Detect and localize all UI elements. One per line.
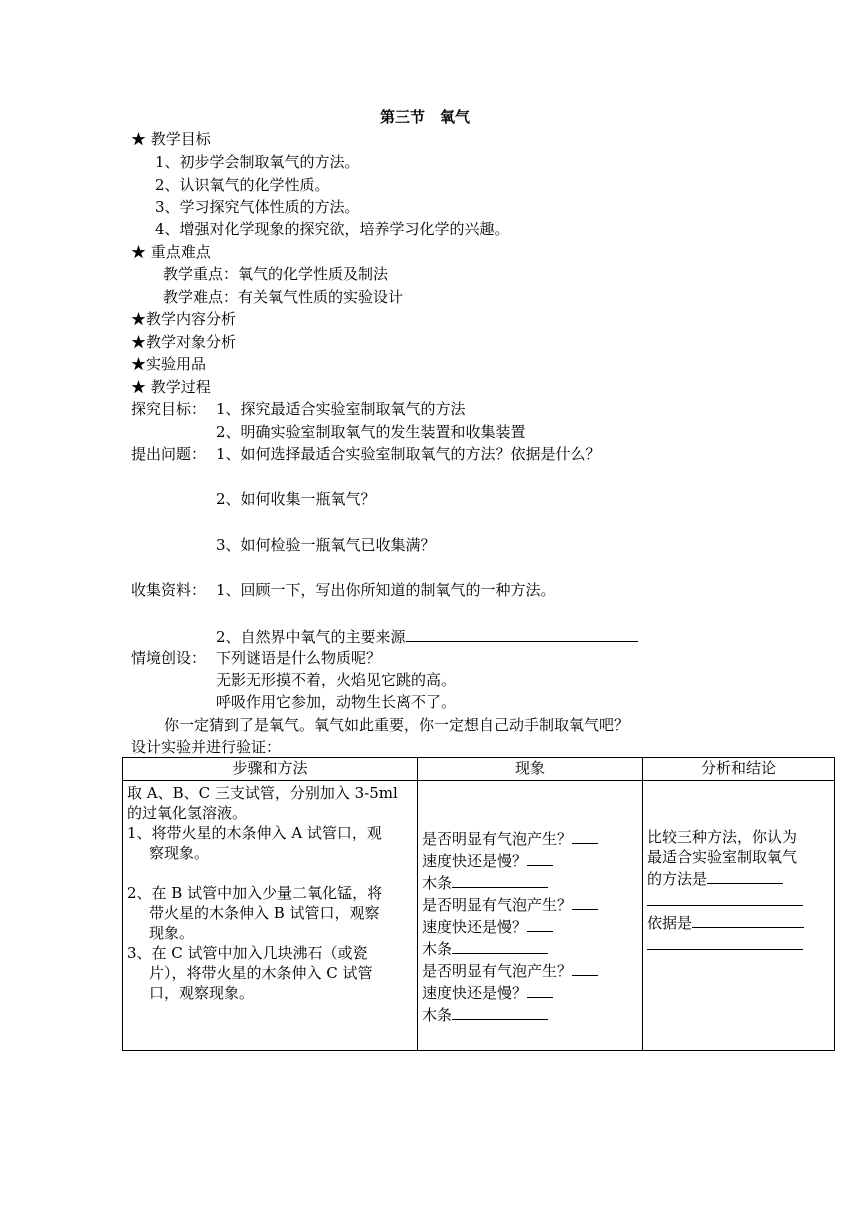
table-header-row: [123, 758, 835, 781]
question-item: 3、如何检验一瓶氧气已收集满？: [216, 536, 436, 554]
oxygen-source-blank[interactable]: [406, 625, 638, 642]
step-line: 带火星的木条伸入 B 试管口，观察: [149, 904, 380, 922]
phenomena-cell: [418, 781, 643, 1051]
question-item: 1、如何选择最适合实验室制取氧气的方法？依据是什么？: [216, 445, 601, 463]
steps-cell: [123, 781, 418, 1051]
answer-blank[interactable]: [452, 871, 548, 888]
design-text: 设计实验并进行验证：: [131, 738, 282, 756]
spacer: [422, 783, 638, 827]
answer-blank[interactable]: [452, 1003, 548, 1020]
goal-item: 3、学习探究气体性质的方法。: [155, 198, 360, 216]
phenomenon-b-bubbles: 是否明显有气泡产生？: [422, 893, 638, 915]
basis-blank-cont[interactable]: [647, 933, 803, 950]
step-line: 1、将带火星的木条伸入 A 试管口，观: [127, 824, 382, 842]
method-blank-cont[interactable]: [647, 889, 803, 906]
riddle-line: 呼吸作用它参加，动物生长离不了。: [216, 693, 457, 711]
header-conclusion: 分析和结论: [643, 758, 835, 781]
step-line: 取 A、B、C 三支试管，分别加入 3-5ml: [127, 784, 398, 802]
conclusion-line: 比较三种方法，你认为: [647, 828, 798, 846]
phenomenon-a-speed: 速度快还是慢？: [422, 849, 638, 871]
phenomenon-a-bubbles: 是否明显有气泡产生？: [422, 827, 638, 849]
goal-item: 4、增强对化学现象的探究欲，培养学习化学的兴趣。: [155, 220, 510, 238]
method-blank[interactable]: [707, 867, 783, 884]
guess-text: 你一定猜到了是氧气。氧气如此重要，你一定想自己动手制取氧气吧？: [164, 716, 630, 734]
collect-item-line: [216, 625, 638, 647]
key-point: 教学重点：氧气的化学性质及制法: [163, 265, 389, 283]
answer-blank[interactable]: [527, 915, 553, 932]
conclusion-line: 最适合实验室制取氧气: [647, 848, 798, 866]
explore-label: 探究目标：: [131, 400, 207, 418]
key-point: 教学难点：有关氧气性质的实验设计: [163, 288, 404, 306]
key-heading: ★ 重点难点: [131, 243, 211, 261]
scenario-label: 情境创设：: [131, 649, 207, 667]
goal-item: 1、初步学会制取氧气的方法。: [155, 153, 360, 171]
page-title: 第三节 氧气: [380, 108, 471, 126]
content-analysis-heading: ★教学内容分析: [131, 310, 237, 328]
phenomenon-c-bubbles: 是否明显有气泡产生？: [422, 959, 638, 981]
riddle-line: 无影无形摸不着，火焰见它跳的高。: [216, 671, 457, 689]
collect-item: 2、自然界中氧气的主要来源: [216, 628, 406, 646]
step-line: 现象。: [149, 924, 195, 942]
phenomenon-c-speed: 速度快还是慢？: [422, 981, 638, 1003]
answer-blank[interactable]: [527, 849, 553, 866]
answer-blank[interactable]: [527, 981, 553, 998]
materials-heading: ★实验用品: [131, 355, 207, 373]
header-steps: 步骤和方法: [123, 758, 418, 781]
conclusion-basis-line: 依据是: [647, 911, 830, 933]
answer-blank[interactable]: [572, 827, 598, 844]
process-heading: ★ 教学过程: [131, 378, 211, 396]
basis-blank[interactable]: [692, 911, 804, 928]
answer-blank[interactable]: [572, 893, 598, 910]
step-line: 3、在 C 试管中加入几块沸石（或瓷: [127, 944, 368, 962]
step-line: 的过氧化氢溶液。: [127, 804, 248, 822]
phenomenon-c-stick: 木条: [422, 1003, 638, 1025]
experiment-table: [122, 757, 835, 1051]
spacer: [127, 863, 413, 883]
step-line: 2、在 B 试管中加入少量二氧化锰，将: [127, 884, 383, 902]
phenomenon-b-speed: 速度快还是慢？: [422, 915, 638, 937]
spacer: [647, 783, 830, 827]
header-phenomena: 现象: [418, 758, 643, 781]
collect-label: 收集资料：: [131, 581, 207, 599]
riddle-intro: 下列谜语是什么物质呢？: [216, 649, 382, 667]
conclusion-blank-line: [647, 889, 830, 911]
question-item: 2、如何收集一瓶氧气？: [216, 490, 376, 508]
phenomenon-a-stick: 木条: [422, 871, 638, 893]
phenomenon-b-stick: 木条: [422, 937, 638, 959]
table-row: [123, 781, 835, 1051]
conclusion-blank-line: [647, 933, 830, 955]
object-analysis-heading: ★教学对象分析: [131, 333, 237, 351]
step-line: 口，观察现象。: [149, 984, 255, 1002]
goals-heading: ★ 教学目标: [131, 130, 211, 148]
step-line: 片），将带火星的木条伸入 C 试管: [149, 964, 373, 982]
step-line: 察现象。: [149, 844, 210, 862]
answer-blank[interactable]: [572, 959, 598, 976]
explore-item: 1、探究最适合实验室制取氧气的方法: [216, 400, 466, 418]
goal-item: 2、认识氧气的化学性质。: [155, 176, 330, 194]
conclusion-method-line: 的方法是: [647, 867, 830, 889]
answer-blank[interactable]: [452, 937, 548, 954]
explore-item: 2、明确实验室制取氧气的发生装置和收集装置: [216, 423, 526, 441]
collect-item: 1、回顾一下，写出你所知道的制氧气的一种方法。: [216, 581, 556, 599]
conclusion-cell: [643, 781, 835, 1051]
questions-label: 提出问题：: [131, 445, 207, 463]
